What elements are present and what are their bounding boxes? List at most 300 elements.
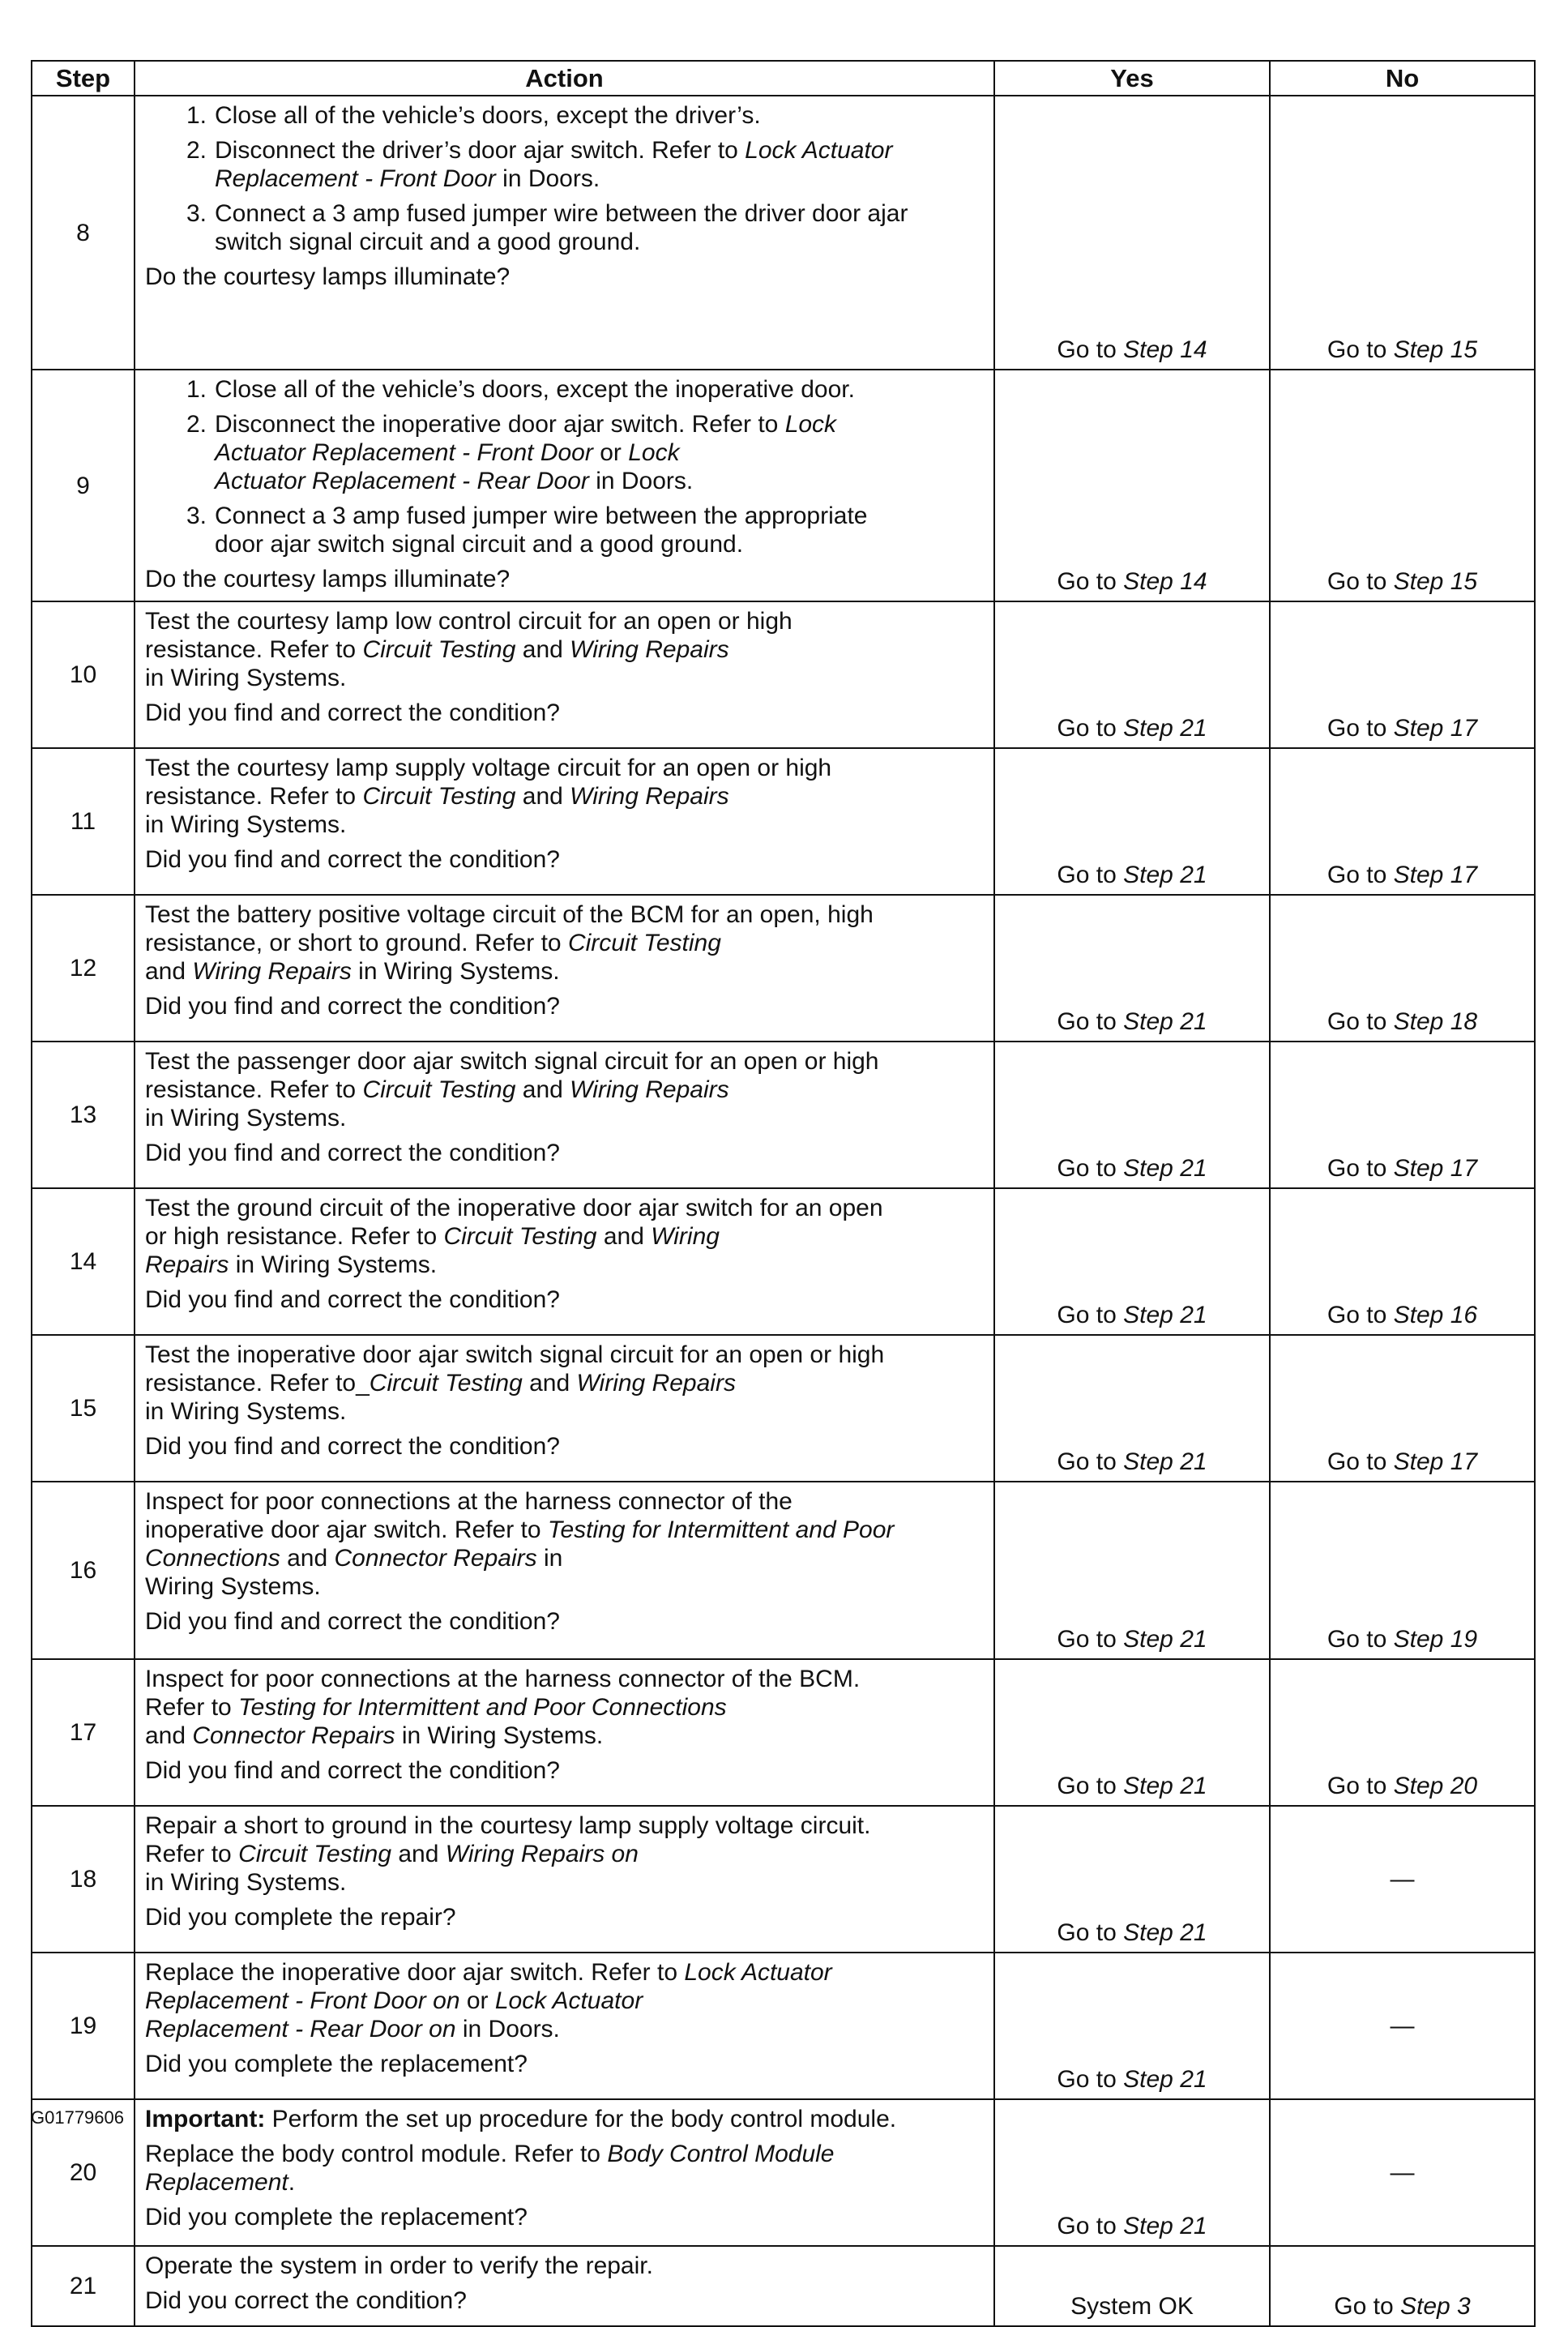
reference-text: Circuit Testing [362,1076,516,1103]
text-segment: Go to [1327,1773,1394,1799]
action-cell [135,1188,994,1335]
text-segment: resistance. Refer to [145,783,363,810]
text-line [145,1194,985,1222]
reference-text: Step 19 [1393,1626,1478,1653]
list-number: 1. [186,102,207,129]
text-line [215,438,985,467]
step-number: 9 [32,370,135,601]
text-segment: Go to [1057,2213,1124,2239]
action-cell [135,1042,994,1188]
list-text [215,410,985,495]
action-instruction [145,607,985,692]
text-line [145,1516,985,1544]
reference-text: Actuator Replacement - Front Door [215,439,593,466]
action-cell [135,748,994,895]
reference-text: Connector Repairs [334,1545,537,1572]
reference-text: Step 21 [1123,715,1207,742]
action-cell [135,1659,994,1806]
table-body [32,96,1535,2326]
step-number: 17 [32,1659,135,1806]
action-instruction [145,1341,985,1426]
action-question: Did you correct the condition? [145,2287,467,2314]
step-number: 15 [32,1335,135,1482]
no-result [1270,1482,1535,1659]
reference-text: Lock Actuator [745,137,893,164]
text-segment: resistance, or short to ground. Refer to [145,930,568,956]
action-instruction [145,1047,985,1132]
reference-text: Wiring Repairs [570,636,729,663]
text-line [145,782,985,811]
reference-text: Step 17 [1393,715,1478,742]
action-list-item [145,136,985,193]
text-segment: in Doors. [588,468,694,494]
text-line [145,635,985,664]
text-segment: Go to [1327,336,1394,363]
text-segment: Go to [1057,1448,1124,1475]
action-question: Do the courtesy lamps illuminate? [145,263,511,290]
list-text [215,199,985,256]
reference-text: Step 21 [1123,2213,1207,2239]
text-line [145,1369,985,1397]
text-segment: Go to [1057,1008,1124,1035]
text-line [215,530,985,558]
reference-text: Step 21 [1123,862,1207,888]
text-segment: and [596,1223,652,1250]
text-line [145,2105,985,2133]
reference-text: Step 14 [1123,568,1207,595]
action-question: Did you find and correct the condition? [145,699,560,726]
action-cell [135,1482,994,1659]
table-row [32,2246,1535,2326]
reference-text: Circuit Testing [362,636,516,663]
reference-text: Step 18 [1393,1008,1478,1035]
text-line [145,1487,985,1516]
text-line [145,1868,985,1897]
reference-text: Wiring Repairs [570,783,729,810]
text-line [215,101,985,130]
text-segment: Go to [1334,2293,1400,2320]
list-text [215,502,985,558]
header-row [32,61,1535,96]
list-number: 2. [186,411,207,438]
reference-text: Lock [628,439,680,466]
reference-text: Step 14 [1123,336,1207,363]
text-segment: Go to [1057,862,1124,888]
text-segment: resistance. Refer to [145,1076,363,1103]
text-segment: in Wiring Systems. [145,1398,347,1425]
action-question: Did you find and correct the condition? [145,1286,560,1313]
action-cell [135,370,994,601]
no-result [1270,370,1535,601]
text-segment: resistance. Refer to [145,636,363,663]
step-number: 14 [32,1188,135,1335]
yes-result [994,1188,1270,1335]
yes-result [994,370,1270,601]
action-cell [135,1335,994,1482]
reference-text: Wiring Repairs [576,1370,736,1397]
yes-result [994,1335,1270,1482]
text-segment: Replace the inoperative door ajar switch. Refer to [145,1959,685,1986]
text-segment: switch signal circuit and a good ground. [215,229,641,255]
reference-text: Step 21 [1123,1302,1207,1328]
text-segment: Test the ground circuit of the inoperative door ajar switch for an open [145,1195,883,1221]
text-segment: in Doors. [495,165,600,192]
table-row [32,1335,1535,1482]
text-segment: Inspect for poor connections at the harness connector of the BCM. [145,1666,861,1692]
action-question: Do the courtesy lamps illuminate? [145,566,511,592]
table-row [32,601,1535,748]
text-line [145,1341,985,1369]
action-list-item [145,199,985,256]
text-line [145,811,985,839]
action-question: Did you find and correct the condition? [145,993,560,1020]
text-segment: inoperative door ajar switch. Refer to [145,1516,548,1543]
no-result [1270,1806,1535,1953]
reference-text: Repairs [145,1251,229,1278]
action-cell [135,2246,994,2326]
header-step: Step [32,61,135,96]
action-instruction [145,2105,985,2133]
yes-result [994,2099,1270,2246]
reference-text: Replacement [145,2169,288,2196]
text-segment: Test the inoperative door ajar switch signal circuit for an open or high [145,1341,885,1368]
reference-text: Step 15 [1393,568,1478,595]
table-row [32,895,1535,1042]
text-segment: Disconnect the driver’s door ajar switch. Refer to [215,137,746,164]
action-question: Did you complete the repair? [145,1904,456,1931]
list-text [215,375,985,404]
action-cell [135,895,994,1042]
no-result [1270,2099,1535,2246]
table-row [32,1806,1535,1953]
no-result [1270,2246,1535,2326]
list-number: 3. [186,200,207,227]
action-cell [135,1806,994,1953]
no-result [1270,1188,1535,1335]
step-number: 20 [32,2099,135,2246]
yes-result [994,2246,1270,2326]
action-question: Did you find and correct the condition? [145,1608,560,1635]
reference-text: Body Control Module [607,2141,835,2167]
step-number: 18 [32,1806,135,1953]
reference-text: Lock Actuator [494,1987,643,2014]
text-segment: in Wiring Systems. [351,958,560,985]
text-segment: and [391,1841,446,1867]
no-result [1270,1659,1535,1806]
text-segment: Go to [1057,1302,1124,1328]
text-segment: Disconnect the inoperative door ajar switch. Refer to [215,411,785,438]
reference-text: Circuit Testing [567,930,721,956]
text-line [145,754,985,782]
text-segment: Connect a 3 amp fused jumper wire between the appropriate [215,503,868,529]
reference-text: Circuit Testing [238,1841,392,1867]
text-segment: Repair a short to ground in the courtesy lamp supply voltage circuit. [145,1812,871,1839]
list-number: 3. [186,503,207,529]
action-question: Did you complete the replacement? [145,2051,528,2077]
text-segment: and [145,1722,193,1749]
no-result [1270,895,1535,1042]
text-line [145,957,985,986]
text-line [145,607,985,635]
text-line [215,165,985,193]
text-segment: in Wiring Systems. [395,1722,604,1749]
reference-text: Circuit Testing [362,783,516,810]
text-segment: Go to [1057,1919,1124,1946]
text-segment: — [1390,2013,1415,2039]
reference-text: Step 3 [1399,2293,1471,2320]
text-line [145,1693,985,1722]
action-list-item [145,502,985,558]
text-segment: Go to [1057,2066,1124,2093]
table-row [32,1953,1535,2099]
table-row [32,1482,1535,1659]
list-text [215,101,985,130]
table-row [32,748,1535,895]
text-segment: Go to [1057,1773,1124,1799]
table-row [32,96,1535,370]
action-question: Did you find and correct the condition? [145,1757,560,1784]
action-list-item [145,101,985,130]
list-number: 2. [186,137,207,164]
reference-text: Step 17 [1393,862,1478,888]
action-instruction [145,1958,985,2043]
step-number: 13 [32,1042,135,1188]
reference-text: Circuit Testing [369,1370,523,1397]
step-number: 16 [32,1482,135,1659]
text-segment: Test the battery positive voltage circuit of the BCM for an open, high [145,901,874,928]
yes-result [994,748,1270,895]
yes-result [994,1806,1270,1953]
text-segment: Go to [1057,1155,1124,1182]
reference-text: Replacement - Front Door [215,165,496,192]
step-number: 11 [32,748,135,895]
reference-text: Step 15 [1393,336,1478,363]
text-segment: in Wiring Systems. [145,811,347,838]
step-number: 19 [32,1953,135,2099]
text-segment: Go to [1057,568,1124,595]
text-line [145,900,985,929]
text-segment: Go to [1327,715,1394,742]
text-line [145,2168,985,2197]
text-segment: or [459,1987,495,2014]
list-text [215,136,985,193]
no-result [1270,1335,1535,1482]
reference-text: Replacement - Rear Door on [145,2016,456,2043]
reference-text: Step 17 [1393,1155,1478,1182]
text-line [145,1665,985,1693]
text-segment: Go to [1327,1155,1394,1182]
table-row [32,1659,1535,1806]
reference-text: Wiring [651,1223,720,1250]
text-line [215,136,985,165]
list-number: 1. [186,376,207,403]
text-segment: and [522,1370,577,1397]
text-segment: or high resistance. Refer to [145,1223,444,1250]
text-line [145,1397,985,1426]
text-line [215,410,985,438]
text-segment: and [145,958,193,985]
text-line [145,1812,985,1840]
step-number: 12 [32,895,135,1042]
reference-text: Step 21 [1123,1155,1207,1182]
action-instruction [145,1812,985,1897]
text-segment: Go to [1057,1626,1124,1653]
text-segment: Perform the set up procedure for the body control module. [265,2106,897,2132]
text-line [145,1544,985,1572]
no-result [1270,1042,1535,1188]
text-segment: in Wiring Systems. [145,1105,347,1131]
text-line [145,1104,985,1132]
yes-result [994,96,1270,370]
step-number: 21 [32,2246,135,2326]
reference-text: Step 21 [1123,1448,1207,1475]
action-question: Did you find and correct the condition? [145,846,560,873]
text-segment: or [592,439,629,466]
text-segment: Refer to [145,1841,239,1867]
text-line [145,1840,985,1868]
yes-result [994,895,1270,1042]
action-cell [135,1953,994,2099]
text-segment: . [288,2169,296,2196]
text-segment: Go to [1327,1008,1394,1035]
reference-text: Connector Repairs [192,1722,395,1749]
no-result [1270,96,1535,370]
yes-result [994,1482,1270,1659]
action-question: Did you find and correct the condition? [145,1433,560,1460]
text-segment: and [280,1545,335,1572]
table-row [32,370,1535,601]
text-line [215,502,985,530]
reference-text: Step 21 [1123,1626,1207,1653]
reference-text: Actuator Replacement - Rear Door [215,468,589,494]
text-segment: and [515,1076,570,1103]
action-question: Did you find and correct the condition? [145,1140,560,1166]
reference-text: Wiring Repairs on [445,1841,639,1867]
text-segment: Wiring Systems. [145,1573,321,1600]
reference-text: Step 20 [1393,1773,1478,1799]
bold-text: Important: [145,2106,266,2132]
action-list-item [145,410,985,495]
reference-text: Wiring Repairs [192,958,352,985]
text-line [215,375,985,404]
text-segment: Go to [1057,715,1124,742]
header-no: No [1270,61,1535,96]
text-segment: System OK [1070,2293,1194,2320]
text-line [145,2140,985,2168]
action-cell [135,2099,994,2246]
reference-text: Replacement - Front Door on [145,1987,460,2014]
diagnostic-table [31,60,1536,2327]
text-segment: Refer to [145,1694,239,1721]
reference-text: Step 21 [1123,1919,1207,1946]
header-yes: Yes [994,61,1270,96]
action-instruction [145,1194,985,1279]
no-result [1270,601,1535,748]
text-line [145,1572,985,1601]
text-line [145,929,985,957]
text-segment: and [515,783,570,810]
reference-text: Step 17 [1393,1448,1478,1475]
text-line [145,1076,985,1104]
table-row [32,1188,1535,1335]
text-segment: — [1390,2159,1415,2186]
text-segment: Connect a 3 amp fused jumper wire between the driver door ajar [215,200,908,227]
header-action: Action [135,61,994,96]
figure-id: G01779606 [31,2107,124,2128]
action-question: Did you complete the replacement? [145,2204,528,2231]
no-result [1270,748,1535,895]
action-instruction [145,2140,985,2197]
text-segment: Close all of the vehicle’s doors, except the driver’s. [215,102,761,129]
step-number: 10 [32,601,135,748]
text-segment: door ajar switch signal circuit and a good ground. [215,531,744,558]
text-segment: Go to [1327,1626,1394,1653]
text-segment: Replace the body control module. Refer to [145,2141,608,2167]
reference-text: Testing for Intermittent and Poor Connections [238,1694,727,1721]
text-line [145,664,985,692]
text-segment: Test the passenger door ajar switch signal circuit for an open or high [145,1048,879,1075]
reference-text: Testing for Intermittent and Poor [547,1516,895,1543]
text-line [145,2015,985,2043]
text-line [145,1222,985,1251]
text-line [215,199,985,228]
text-line [145,1987,985,2015]
reference-text: Lock Actuator [684,1959,832,1986]
text-segment: Close all of the vehicle’s doors, except the inoperative door. [215,376,855,403]
reference-text: Step 16 [1393,1302,1478,1328]
reference-text: Connections [145,1545,280,1572]
text-segment: Go to [1327,1302,1394,1328]
reference-text: Step 21 [1123,2066,1207,2093]
action-instruction [145,754,985,839]
text-line [145,1047,985,1076]
text-segment: and [515,636,570,663]
action-cell [135,601,994,748]
text-line [215,228,985,256]
text-segment: in Wiring Systems. [145,665,347,691]
action-instruction [145,2252,985,2280]
text-segment: in [536,1545,563,1572]
action-instruction [145,1665,985,1750]
yes-result [994,601,1270,748]
action-list-item [145,375,985,404]
reference-text: Step 21 [1123,1773,1207,1799]
yes-result [994,1042,1270,1188]
reference-text: Step 21 [1123,1008,1207,1035]
table-row [32,2099,1535,2246]
text-segment: Go to [1327,1448,1394,1475]
text-segment: Test the courtesy lamp supply voltage circuit for an open or high [145,755,832,781]
text-segment: — [1390,1866,1415,1893]
text-line [215,467,985,495]
text-segment: in Wiring Systems. [229,1251,438,1278]
action-instruction [145,900,985,986]
text-segment: in Wiring Systems. [145,1869,347,1896]
text-line [145,1722,985,1750]
text-segment: Go to [1057,336,1124,363]
text-line [145,1251,985,1279]
step-number: 8 [32,96,135,370]
text-segment: Operate the system in order to verify the repair. [145,2252,653,2279]
no-result [1270,1953,1535,2099]
reference-text: Circuit Testing [443,1223,597,1250]
action-instruction [145,1487,985,1601]
text-segment: in Doors. [455,2016,560,2043]
reference-text: Wiring Repairs [570,1076,729,1103]
action-cell [135,96,994,370]
yes-result [994,1659,1270,1806]
text-segment: Go to [1327,568,1394,595]
